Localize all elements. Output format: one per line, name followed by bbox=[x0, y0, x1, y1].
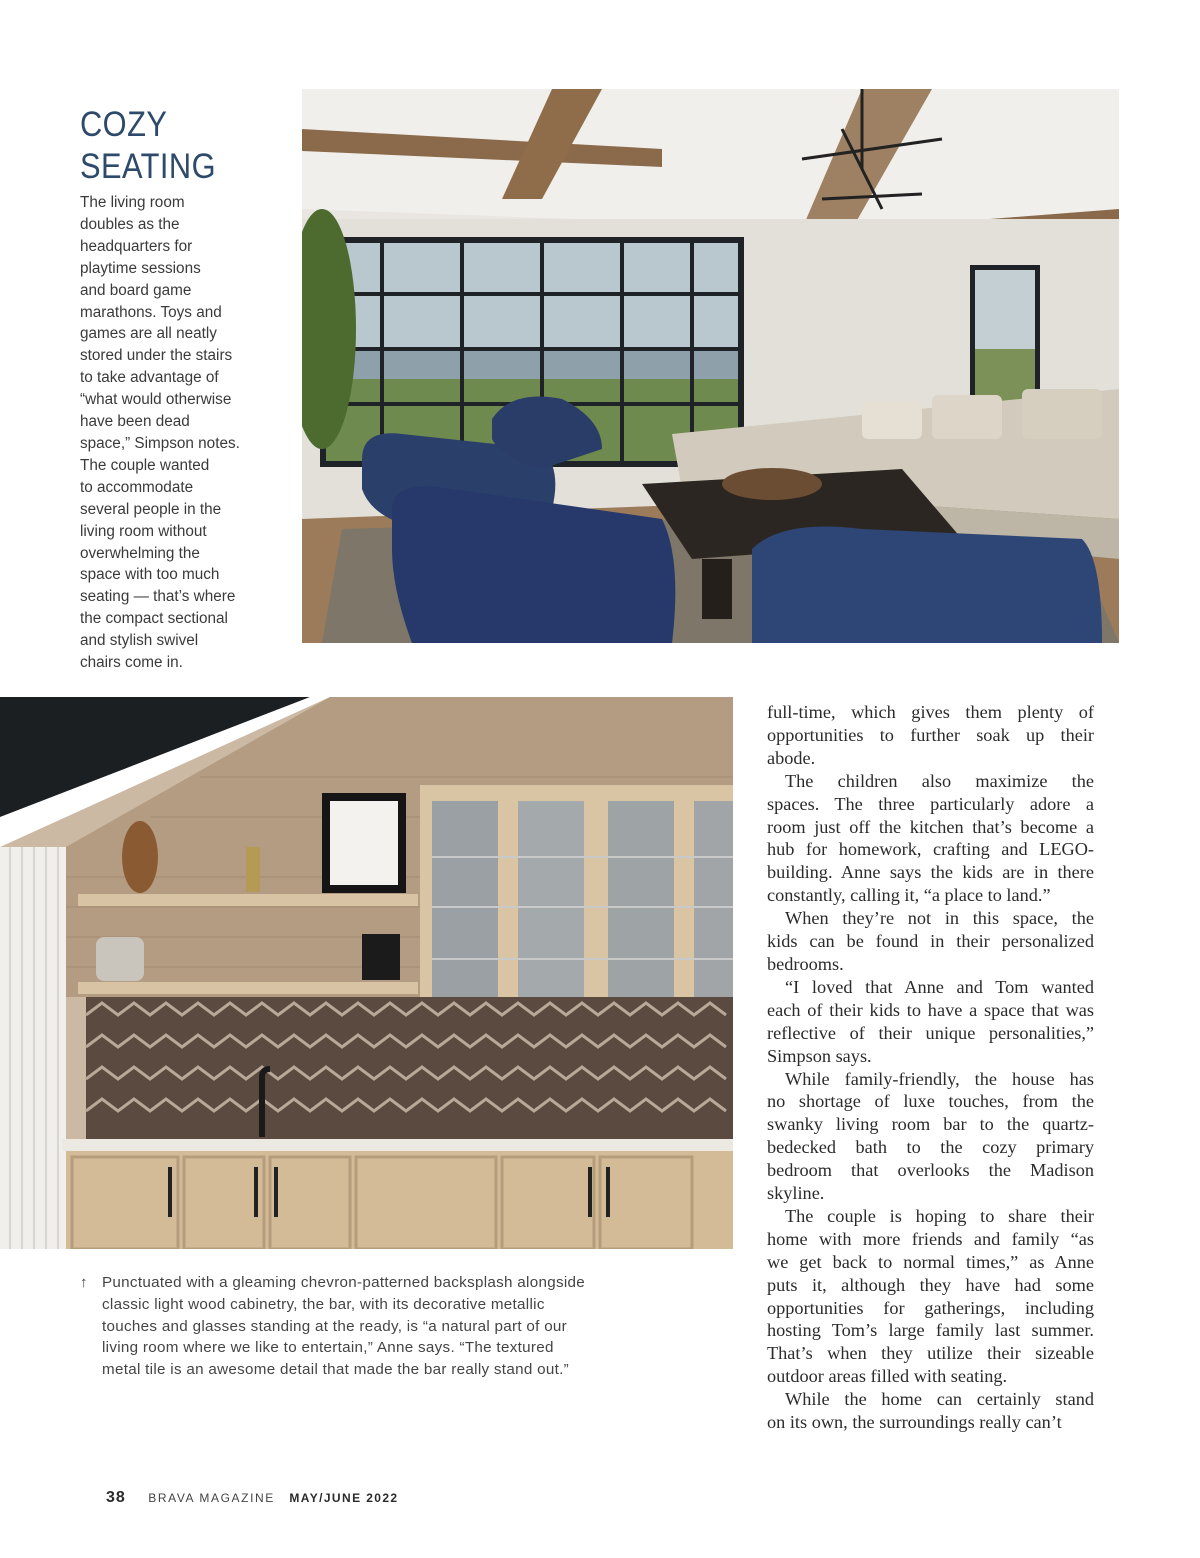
sidebar-line: the compact sectional bbox=[80, 610, 228, 628]
bar-photo bbox=[0, 697, 733, 1249]
magazine-name: BRAVA MAGAZINE bbox=[148, 1491, 275, 1505]
article-line: outdoor areas filled with seating. bbox=[767, 1366, 1008, 1387]
issue-date: MAY/JUNE 2022 bbox=[289, 1491, 399, 1505]
article-line: “I loved that Anne and Tom wanted bbox=[785, 976, 1094, 997]
living-room-photo bbox=[302, 89, 1119, 643]
article-line: While the home can certainly stand bbox=[785, 1389, 1094, 1410]
article-line: hub for homework, crafting and LEGO- bbox=[767, 839, 1094, 860]
article-line: we get back to normal times,” as Anne bbox=[767, 1251, 1094, 1272]
article-line: room just off the kitchen that’s become a bbox=[767, 816, 1094, 837]
article-line: Simpson says. bbox=[767, 1045, 872, 1066]
sidebar-line: marathons. Toys and bbox=[80, 303, 222, 321]
living-room-illustration bbox=[302, 89, 1119, 643]
caption-line: Punctuated with a gleaming chevron-patterned backsplash alongside bbox=[102, 1274, 586, 1291]
article-line: The couple is hoping to share their bbox=[785, 1205, 1094, 1226]
sidebar-line: space,” Simpson notes. bbox=[80, 434, 240, 452]
article-line: each of their kids to have a space that was bbox=[767, 999, 1094, 1020]
sidebar-line: The couple wanted bbox=[80, 456, 210, 474]
article-line: building. Anne says the kids are in there bbox=[767, 862, 1094, 883]
caption-line: living room where we like to entertain,” Anne says. “The textured bbox=[102, 1339, 554, 1357]
sidebar-line: chairs come in. bbox=[80, 654, 183, 672]
article-line: When they’re not in this space, the bbox=[785, 908, 1094, 929]
article-line: opportunities for gatherings, including bbox=[767, 1297, 1094, 1318]
article-line: kids can be found in their personalized bbox=[767, 931, 1094, 952]
article-line: bedroom that overlooks the Madison bbox=[767, 1160, 1094, 1181]
sidebar-line: The living room bbox=[80, 194, 185, 211]
sidebar-line: and board game bbox=[80, 281, 192, 299]
heading-line: COZY bbox=[80, 105, 168, 144]
article-line: While family-friendly, the house has bbox=[785, 1068, 1094, 1089]
article-line: home with more friends and family “as bbox=[767, 1228, 1094, 1249]
article-line: bedecked bath to the cozy primary bbox=[767, 1137, 1094, 1158]
article-line: reflective of their unique personalities,” bbox=[767, 1022, 1094, 1043]
article-body bbox=[767, 701, 1094, 1434]
page-number: 38 bbox=[106, 1489, 126, 1506]
page-footer bbox=[106, 1489, 399, 1507]
article-line: opportunities to further soak up their bbox=[767, 724, 1094, 745]
sidebar-line: to take advantage of bbox=[80, 369, 219, 387]
article-line: skyline. bbox=[767, 1183, 825, 1204]
arrow-up-icon: ↑ bbox=[80, 1274, 88, 1291]
sidebar-line: several people in the bbox=[80, 500, 222, 518]
sidebar-line: games are all neatly bbox=[80, 325, 217, 343]
article-line: full-time, which gives them plenty of bbox=[767, 702, 1094, 722]
article-line: spaces. The three particularly adore a bbox=[767, 793, 1094, 814]
article-line: bedrooms. bbox=[767, 953, 844, 974]
article-line: on its own, the surroundings really can’t bbox=[767, 1412, 1062, 1433]
sidebar-line: space with too much bbox=[80, 566, 220, 584]
sidebar-line: headquarters for bbox=[80, 237, 193, 255]
article-line: hosting Tom’s large family last summer. bbox=[767, 1320, 1094, 1341]
sidebar-line: “what would otherwise bbox=[80, 391, 232, 409]
caption-line: touches and glasses standing at the ready, is “a natural part of our bbox=[102, 1317, 568, 1335]
photo-caption bbox=[80, 1272, 700, 1381]
article-line: constantly, calling it, “a place to land.” bbox=[767, 885, 1051, 906]
sidebar-line: have been dead bbox=[80, 413, 190, 431]
heading-line: SEATING bbox=[80, 147, 217, 186]
sidebar-line: seating — that’s where bbox=[80, 588, 236, 606]
article-line: The children also maximize the bbox=[785, 770, 1094, 791]
sidebar-line: overwhelming the bbox=[80, 544, 200, 562]
article-line: no shortage of luxe touches, from the bbox=[767, 1091, 1094, 1112]
caption-line: classic light wood cabinetry, the bar, with its decorative metallic bbox=[102, 1295, 545, 1313]
sidebar-line: and stylish swivel bbox=[80, 632, 199, 650]
article-line: That’s when they utilize their sizeable bbox=[767, 1343, 1094, 1364]
sidebar-line: to accommodate bbox=[80, 478, 194, 496]
bar-illustration bbox=[0, 697, 733, 1249]
sidebar-heading bbox=[80, 104, 265, 188]
sidebar-line: doubles as the bbox=[80, 215, 180, 233]
article-line: puts it, although they have had some bbox=[767, 1274, 1094, 1295]
sidebar-line: living room without bbox=[80, 522, 207, 540]
article-line: abode. bbox=[767, 747, 816, 768]
caption-line: metal tile is an awesome detail that made the bar really stand out.” bbox=[102, 1361, 569, 1379]
sidebar-line: playtime sessions bbox=[80, 259, 201, 277]
article-line: swanky living room bar to the quartz- bbox=[767, 1114, 1094, 1135]
sidebar-text bbox=[80, 192, 290, 674]
sidebar-line: stored under the stairs bbox=[80, 347, 233, 365]
